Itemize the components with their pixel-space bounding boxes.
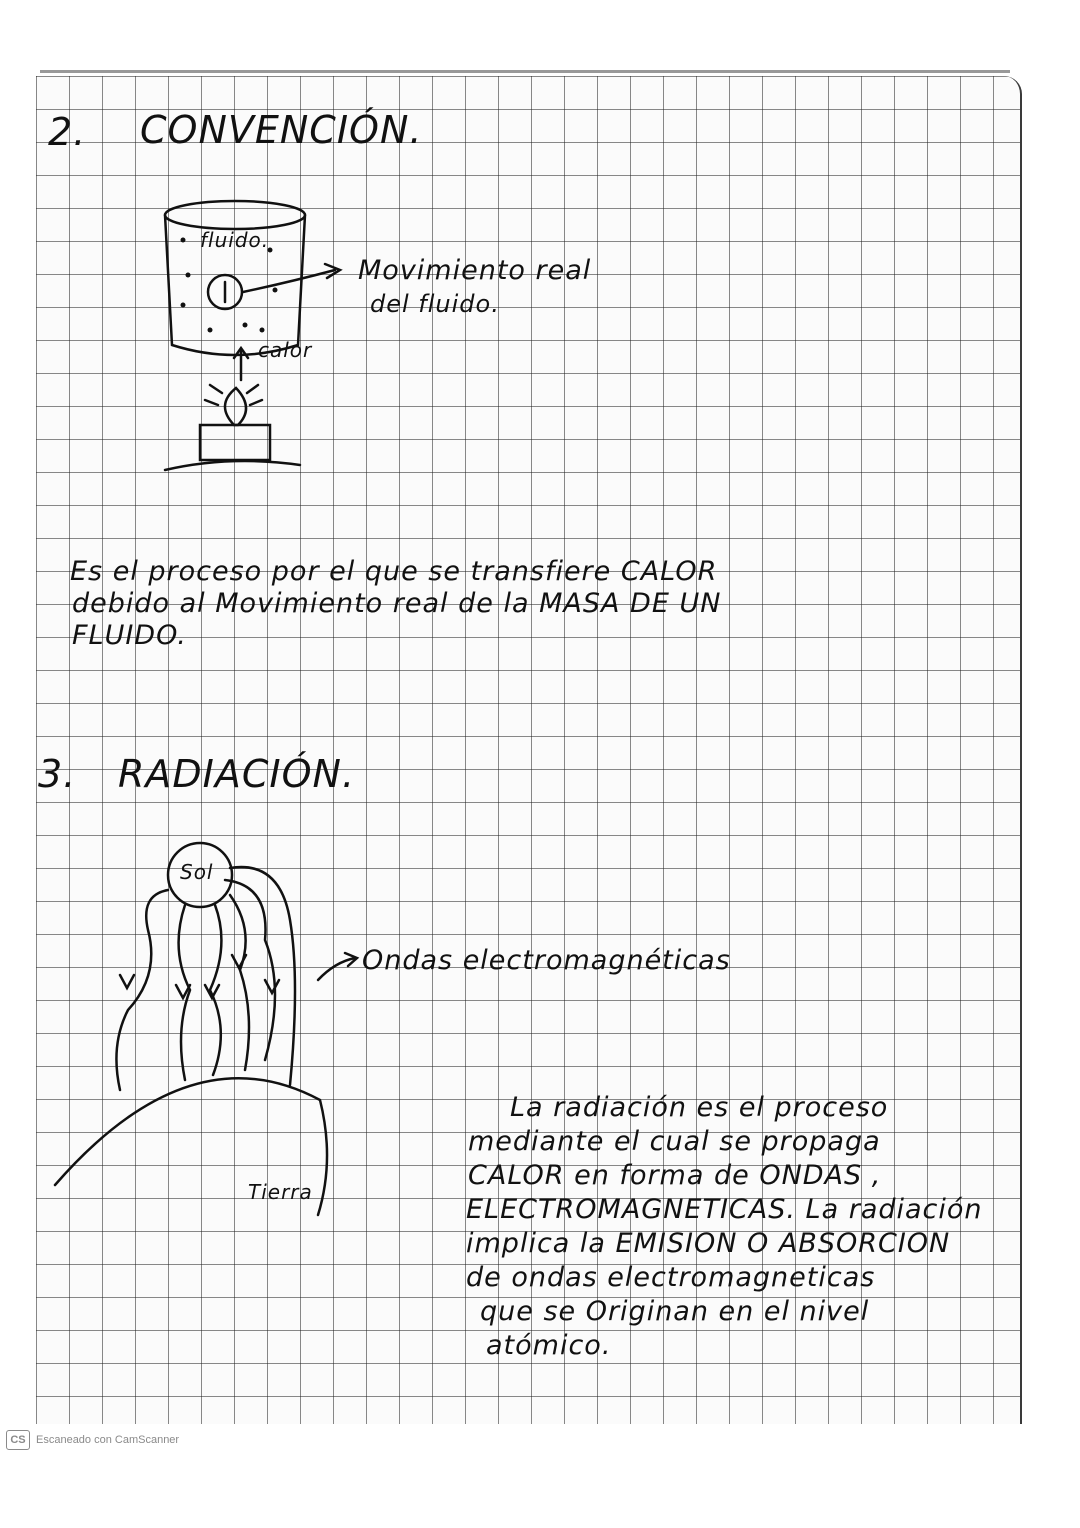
radiation-text-line-5: implica la EMISION O ABSORCION: [466, 1228, 951, 1259]
section-3-title: RADIACIÓN.: [118, 752, 356, 796]
scanner-watermark: [6, 1428, 179, 1452]
ray-1: [116, 890, 168, 1090]
radiation-text-line-4: ELECTROMAGNETICAS. La radiación: [466, 1194, 983, 1225]
radiation-text-line-6: de ondas electromagneticas: [466, 1262, 876, 1293]
ray-4: [230, 895, 249, 1070]
movement-label-line1: Movimiento real: [358, 255, 592, 286]
convection-text-line-1: Es el proceso por el que se transfiere CALOR: [70, 556, 718, 587]
convection-text-line-2: debido al Movimiento real de la MASA DE UN: [72, 588, 722, 619]
radiation-text-line-2: mediante el cual se propaga: [468, 1126, 881, 1157]
section-3-number: 3.: [38, 752, 77, 796]
fluid-label: fluido.: [200, 228, 270, 252]
ray-6: [230, 867, 295, 1085]
sun-label: Sol: [180, 860, 214, 884]
convection-text-line-3: FLUIDO.: [72, 620, 187, 651]
radiation-text-line-8: atómico.: [486, 1330, 612, 1361]
radiation-text-line-7: que se Originan en el nivel: [480, 1296, 870, 1327]
earth-label: Tierra: [248, 1180, 313, 1204]
heat-label: calor: [258, 338, 313, 362]
radiation-text-line-1: La radiación es el proceso: [510, 1092, 889, 1123]
radiation-text-line-3: CALOR en forma de ONDAS ,: [468, 1160, 882, 1191]
section-2-title: CONVENCIÓN.: [140, 108, 423, 152]
page-bottom-margin: [30, 1424, 1030, 1528]
waves-label: Ondas electromagnéticas: [362, 945, 731, 976]
movement-label-line2: del fluido.: [370, 290, 500, 318]
section-2-number: 2.: [48, 110, 87, 154]
camscanner-logo-icon: CS: [6, 1430, 30, 1450]
scanner-text: Escaneado con CamScanner: [36, 1434, 180, 1446]
